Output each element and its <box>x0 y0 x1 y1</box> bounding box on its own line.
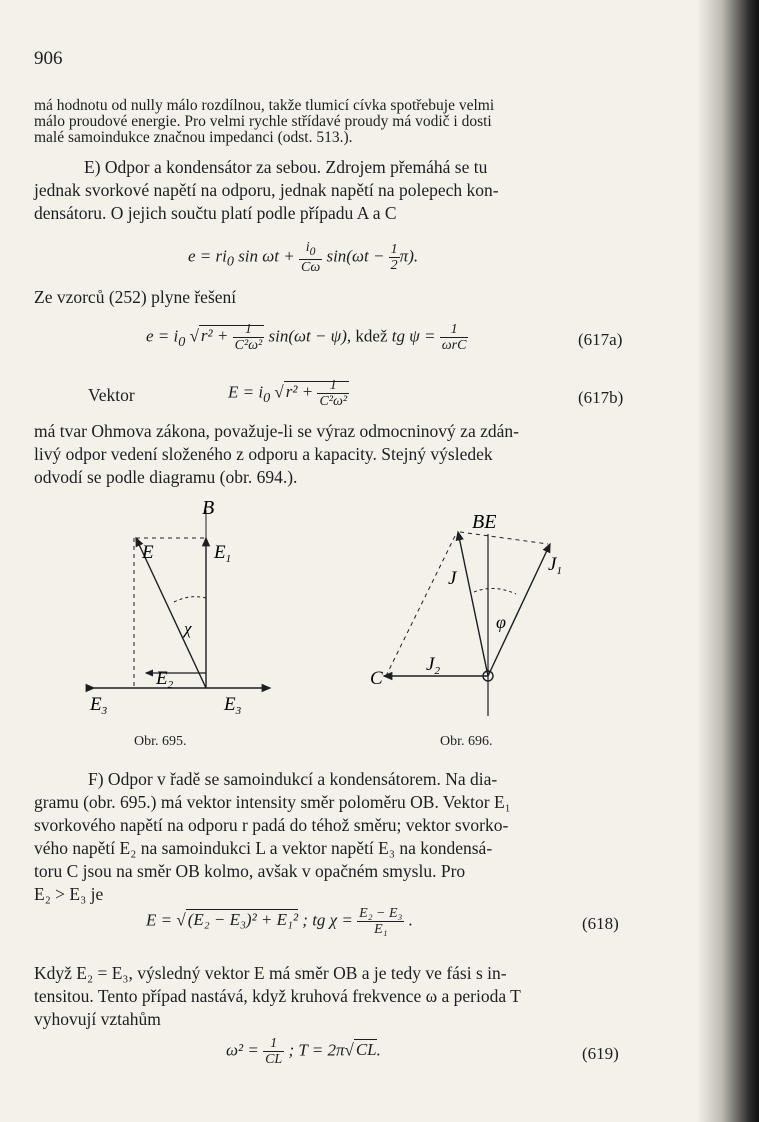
fig696-dashed-top <box>460 532 548 544</box>
fig695-label-e2: E <box>156 668 168 689</box>
section-f-conclusion <box>34 962 664 1031</box>
section-f-after-line-2: tensitou. Tento případ nastává, když kruhová frekvence ω a perioda T <box>34 986 521 1006</box>
equation-label-617a: (617a) <box>578 330 623 349</box>
equation-619: ω² = $\frac{1}{CL}$ ; T = 2π√ CL. <box>226 1036 381 1067</box>
fig695-angle-arc <box>174 597 206 602</box>
fig696-label-e: E <box>484 511 497 533</box>
section-f-line-1: F) Odpor v řadě se samoindukcí a kondensátorem. Na dia- <box>88 769 498 789</box>
conclusion-line-3: odvodí se podle diagramu (obr. 694.). <box>34 467 298 487</box>
section-e-paragraph <box>34 156 664 225</box>
equation-617b: $E = i_0$ √ r² + $\frac{1}{\text{C²ω²}}$ <box>228 378 348 409</box>
section-e-line-1: E) Odpor a kondensátor za sebou. Zdrojem přemáhá se tu <box>84 157 488 177</box>
section-f-after-line-1: Když E₂ = E₃, výsledný vektor E má směr OB a je tedy ve fási s in- <box>34 963 507 983</box>
fig695-label-e3-left: E <box>90 694 102 715</box>
equation-label-617b: (617b) <box>578 388 624 407</box>
figure-696-caption: Obr. 696. <box>440 734 493 749</box>
section-e-line-3: densátoru. O jejich součtu platí podle případu A a C <box>34 203 397 223</box>
conclusion-line-1: má tvar Ohmova zákona, považuje-li se výraz odmocninový za zdán- <box>34 421 519 441</box>
equation-617a: $e = i_0$ √ r² + $\frac{1}{\text{C²ω²}}$ sin(ωt − ψ), kdež tg ψ = $\frac{1}{\text{ωrC}}$ <box>146 322 467 353</box>
fig696-label-j2: J <box>426 654 435 675</box>
section-f-paragraph <box>34 768 664 906</box>
figure-695-vector-diagram <box>84 498 280 716</box>
fig695-label-b: B <box>202 498 215 519</box>
section-e-conclusion <box>34 420 664 489</box>
fig696-angle-arc <box>474 588 516 594</box>
svg-text:E1: $E_1$ <box>214 542 232 565</box>
figure-696-vector-diagram <box>364 504 584 726</box>
section-f-line-3: svorkového napětí na odporu r padá do téhož směru; vektor svorko- <box>34 815 509 835</box>
svg-text:J2: $J_2$ <box>426 654 440 677</box>
section-f-line-5: toru C jsou na směr OB kolmo, avšak v opačném smyslu. Pro <box>34 861 466 881</box>
fraction-half: $\frac{1}{2}$ <box>390 241 398 273</box>
svg-text:BE <box>472 511 496 533</box>
svg-text:J1: $J_1$ <box>548 554 562 577</box>
intro-line-3: malé samoindukce značnou impedanci (odst. 513.). <box>34 129 353 146</box>
section-e-line-2: jednak svorkové napětí na odporu, jednak napětí na polepech kon- <box>34 180 499 200</box>
equation-e-rc: $e = ri_0$ sin ωt + $\frac{i_0}{C\omega}$ sin(ωt − $\frac{1}{2}$ π). <box>188 240 419 275</box>
intro-line-2: málo proudové energie. Pro velmi rychle střídavé proudy má vodič i dosti <box>34 113 492 130</box>
fig696-label-b: B <box>472 511 485 533</box>
svg-text:E2: $E_2$ <box>156 668 174 691</box>
fig695-label-chi: χ <box>184 619 192 638</box>
fig696-label-phi: φ <box>496 612 506 632</box>
fig696-j-vector <box>458 532 488 676</box>
fig696-label-j1: J <box>548 554 557 575</box>
equation-label-618: (618) <box>582 914 619 933</box>
intro-paragraph <box>34 98 664 146</box>
equation-label-619: (619) <box>582 1044 619 1063</box>
fig696-j1-vector <box>488 544 550 676</box>
section-f-line-4: vého napětí E₂ na samoindukci L a vektor napětí E₃ na kondensá- <box>34 838 493 858</box>
section-f-after-line-3: vyhovují vztahům <box>34 1009 161 1029</box>
figure-695-caption: Obr. 695. <box>134 734 187 749</box>
page-number: 906 <box>34 48 63 69</box>
from-formulas-text: Ze vzorců (252) plyne řešení <box>34 287 237 307</box>
svg-text:E3: $E_3$ <box>90 694 108 716</box>
fig696-label-c: C <box>370 668 383 689</box>
fig696-label-j: J <box>448 568 457 589</box>
fig695-label-e1: E <box>214 542 226 563</box>
fig695-label-e: E <box>142 542 154 563</box>
conclusion-line-2: livý odpor vedení složeného z odporu a kapacity. Stejný výsledek <box>34 444 493 464</box>
svg-text:E3: $E_3$ <box>224 694 242 716</box>
intro-line-1: má hodnotu od nully málo rozdílnou, takže tlumicí cívka spotřebuje velmi <box>34 97 495 114</box>
vector-word: Vektor <box>88 385 135 405</box>
equation-618: E = √ (E₂ − E₃)² + E₁² ; tg χ = $\frac{\text{E₂ − E₃}}{\text{E₁}}$ . <box>146 906 413 937</box>
section-f-line-6: E₂ > E₃ je <box>34 884 104 904</box>
section-f-line-2: gramu (obr. 695.) má vektor intensity směr poloměru OB. Vektor E₁ <box>34 792 511 812</box>
fig696-dashed-left <box>386 534 456 676</box>
fraction-i0-over-cw: $\frac{i_0}{C\omega}$ <box>300 240 321 275</box>
fig695-label-e3-right: E <box>224 694 236 715</box>
book-spine-shadow <box>697 0 759 1122</box>
